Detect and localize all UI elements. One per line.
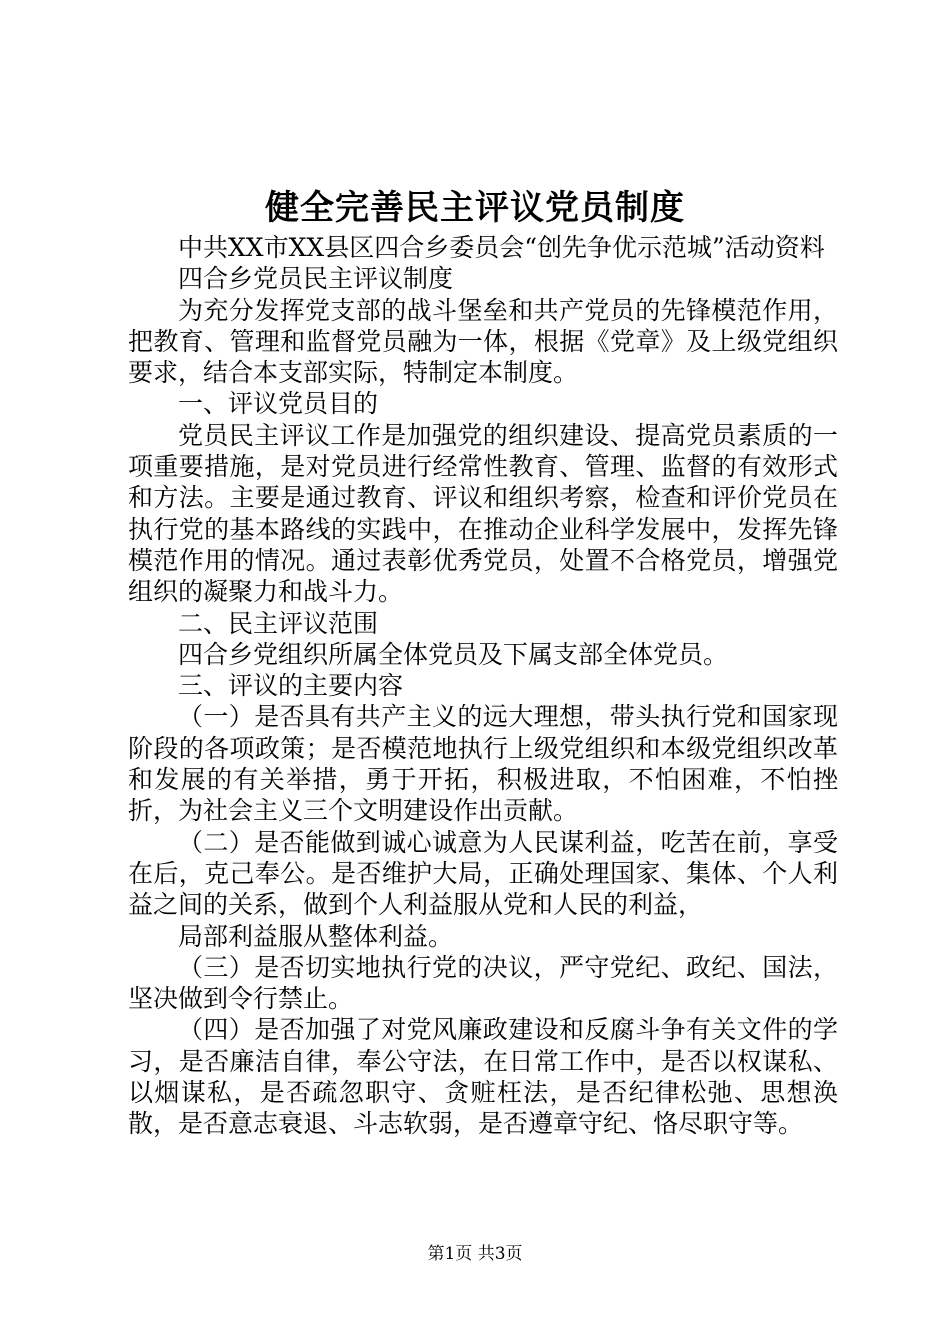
paragraph-item-3: （三）是否切实地执行党的决议，严守党纪、政纪、国法，坚决做到令行禁止。	[128, 952, 838, 1014]
document-body	[128, 232, 838, 1140]
paragraph-scope: 四合乡党组织所属全体党员及下属支部全体党员。	[178, 639, 729, 669]
paragraph-subtitle: 四合乡党员民主评议制度	[178, 264, 454, 294]
paragraph-item-2-cont: 局部利益服从整体利益。	[178, 921, 454, 951]
paragraph-item-1: （一）是否具有共产主义的远大理想，带头执行党和国家现阶段的各项政策；是否模范地执行上级党组织和本级党组织改革和发展的有关举措，勇于开拓，积极进取，不怕困难，不怕挫折，为社会主义三个文明建设作出贡献。	[128, 702, 838, 826]
paragraph-source: 中共XX市XX县区四合乡委员会“创先争优示范城”活动资料	[178, 233, 825, 262]
paragraph-item-2: （二）是否能做到诚心诚意为人民谋利益，吃苦在前，享受在后，克己奉公。是否维护大局，正确处理国家、集体、个人利益之间的关系，做到个人利益服从党和人民的利益，	[128, 827, 838, 920]
section-heading-2: 二、民主评议范围	[178, 608, 379, 638]
page-number-footer: 第1页 共3页	[427, 1244, 523, 1264]
paragraph-intro: 为充分发挥党支部的战斗堡垒和共产党员的先锋模范作用，把教育、管理和监督党员融为一体，根据《党章》及上级党组织要求，结合本支部实际，特制定本制度。	[128, 295, 838, 388]
document-title: 健全完善民主评议党员制度	[265, 188, 685, 228]
paragraph-purpose: 党员民主评议工作是加强党的组织建设、提高党员素质的一项重要措施，是对党员进行经常性教育、管理、监督的有效形式和方法。主要是通过教育、评议和组织考察，检查和评价党员在执行党的基本路线的实践中，在推动企业科学发展中，发挥先锋模范作用的情况。通过表彰优秀党员，处置不合格党员，增强党组织的凝聚力和战斗力。	[128, 420, 838, 607]
section-heading-3: 三、评议的主要内容	[178, 671, 404, 701]
section-heading-1: 一、评议党员目的	[178, 389, 379, 419]
paragraph-item-4: （四）是否加强了对党风廉政建设和反腐斗争有关文件的学习，是否廉洁自律，奉公守法，在日常工作中，是否以权谋私、以烟谋私，是否疏忽职守、贪赃枉法，是否纪律松弛、思想涣散，是否意志衰退、斗志软弱，是否遵章守纪、恪尽职守等。	[128, 1015, 838, 1139]
